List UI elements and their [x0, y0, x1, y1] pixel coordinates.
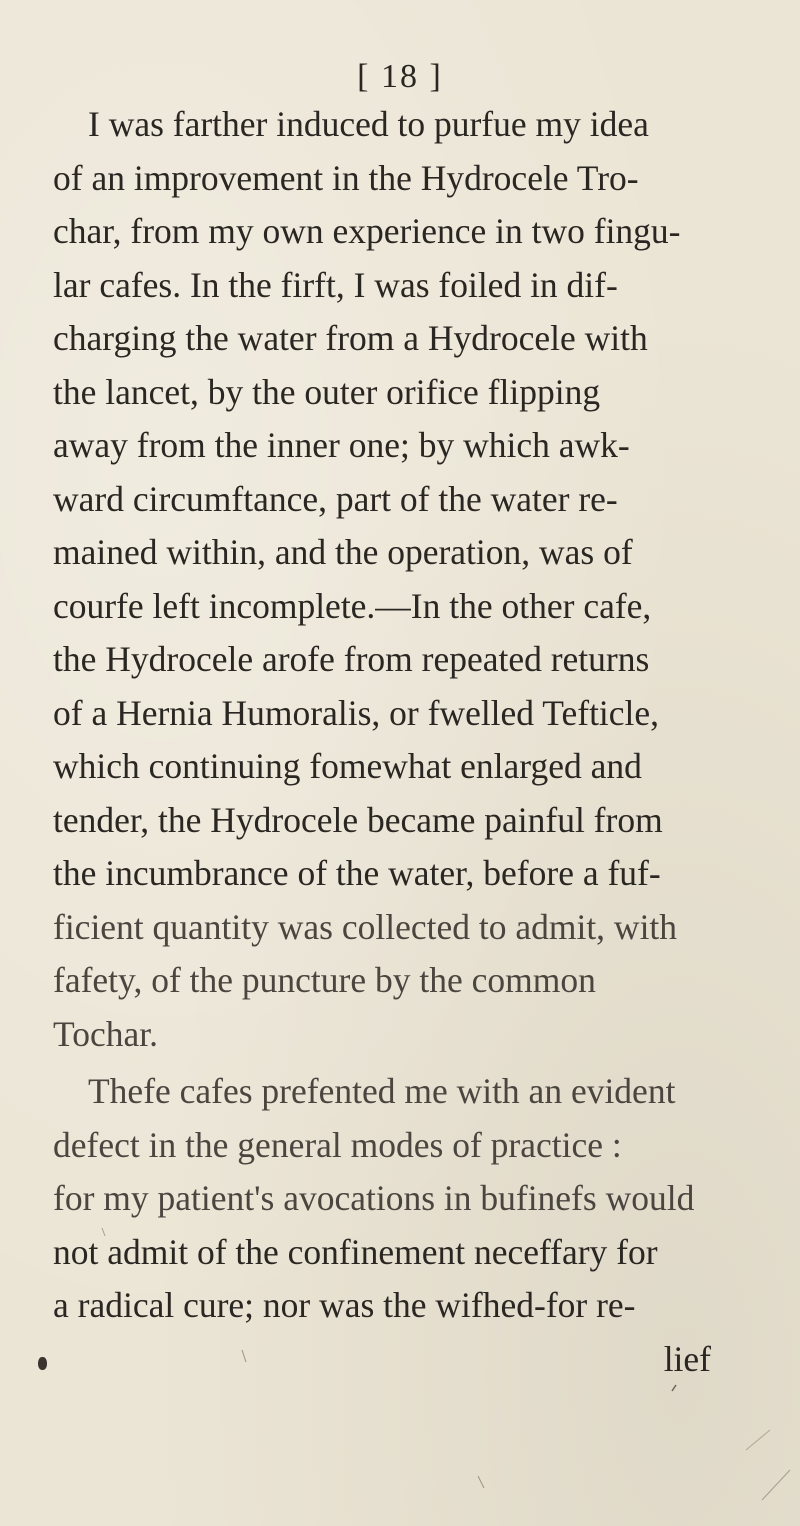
text-line: tender, the Hydrocele became painful from	[53, 799, 663, 840]
text-line: not admit of the confinement neceffary for	[53, 1231, 658, 1272]
text-line: ward circumftance, part of the water re-	[53, 478, 618, 519]
text-line: of an improvement in the Hydrocele Tro-	[53, 157, 639, 198]
text-line: Thefe cafes prefented me with an evident	[88, 1071, 676, 1111]
text-line: courfe left incomplete.—In the other cafe,	[53, 585, 652, 626]
speck	[672, 1385, 676, 1391]
speck	[478, 1476, 484, 1488]
text-line: of a Hernia Humoralis, or fwelled Tefticle,	[53, 692, 660, 733]
page-number: [ 18 ]	[357, 58, 443, 95]
text-line: defect in the general modes of practice :	[53, 1124, 622, 1165]
speck	[242, 1350, 246, 1362]
text-line: ficient quantity was collected to admit, with	[53, 906, 678, 947]
speck	[746, 1430, 770, 1450]
speck	[762, 1470, 790, 1500]
text-line: a radical cure; nor was the wifhed-for re-	[53, 1285, 636, 1325]
text-line: charging the water from a Hydrocele with	[53, 318, 648, 358]
text-line: the incumbrance of the water, before a fuf-	[53, 853, 661, 893]
text-line: away from the inner one; by which awk-	[53, 425, 630, 465]
catchword: lief	[663, 1338, 711, 1379]
text-line: I was farther induced to purfue my idea	[88, 104, 649, 144]
speck	[102, 1228, 105, 1236]
text-line: the lancet, by the outer orifice flipping	[53, 371, 601, 412]
text-line: fafety, of the puncture by the common	[53, 960, 596, 1000]
text-line: mained within, and the operation, was of	[53, 532, 633, 572]
text-line: the Hydrocele arofe from repeated returns	[53, 639, 650, 679]
text-line: char, from my own experience in two fingu-	[53, 211, 681, 251]
text-line: Tochar.	[53, 1013, 158, 1054]
text-line: for my patient's avocations in bufinefs would	[53, 1178, 695, 1218]
text-line: lar cafes. In the firft, I was foiled in dif-	[53, 264, 618, 305]
text-line: which continuing fomewhat enlarged and	[53, 746, 642, 786]
